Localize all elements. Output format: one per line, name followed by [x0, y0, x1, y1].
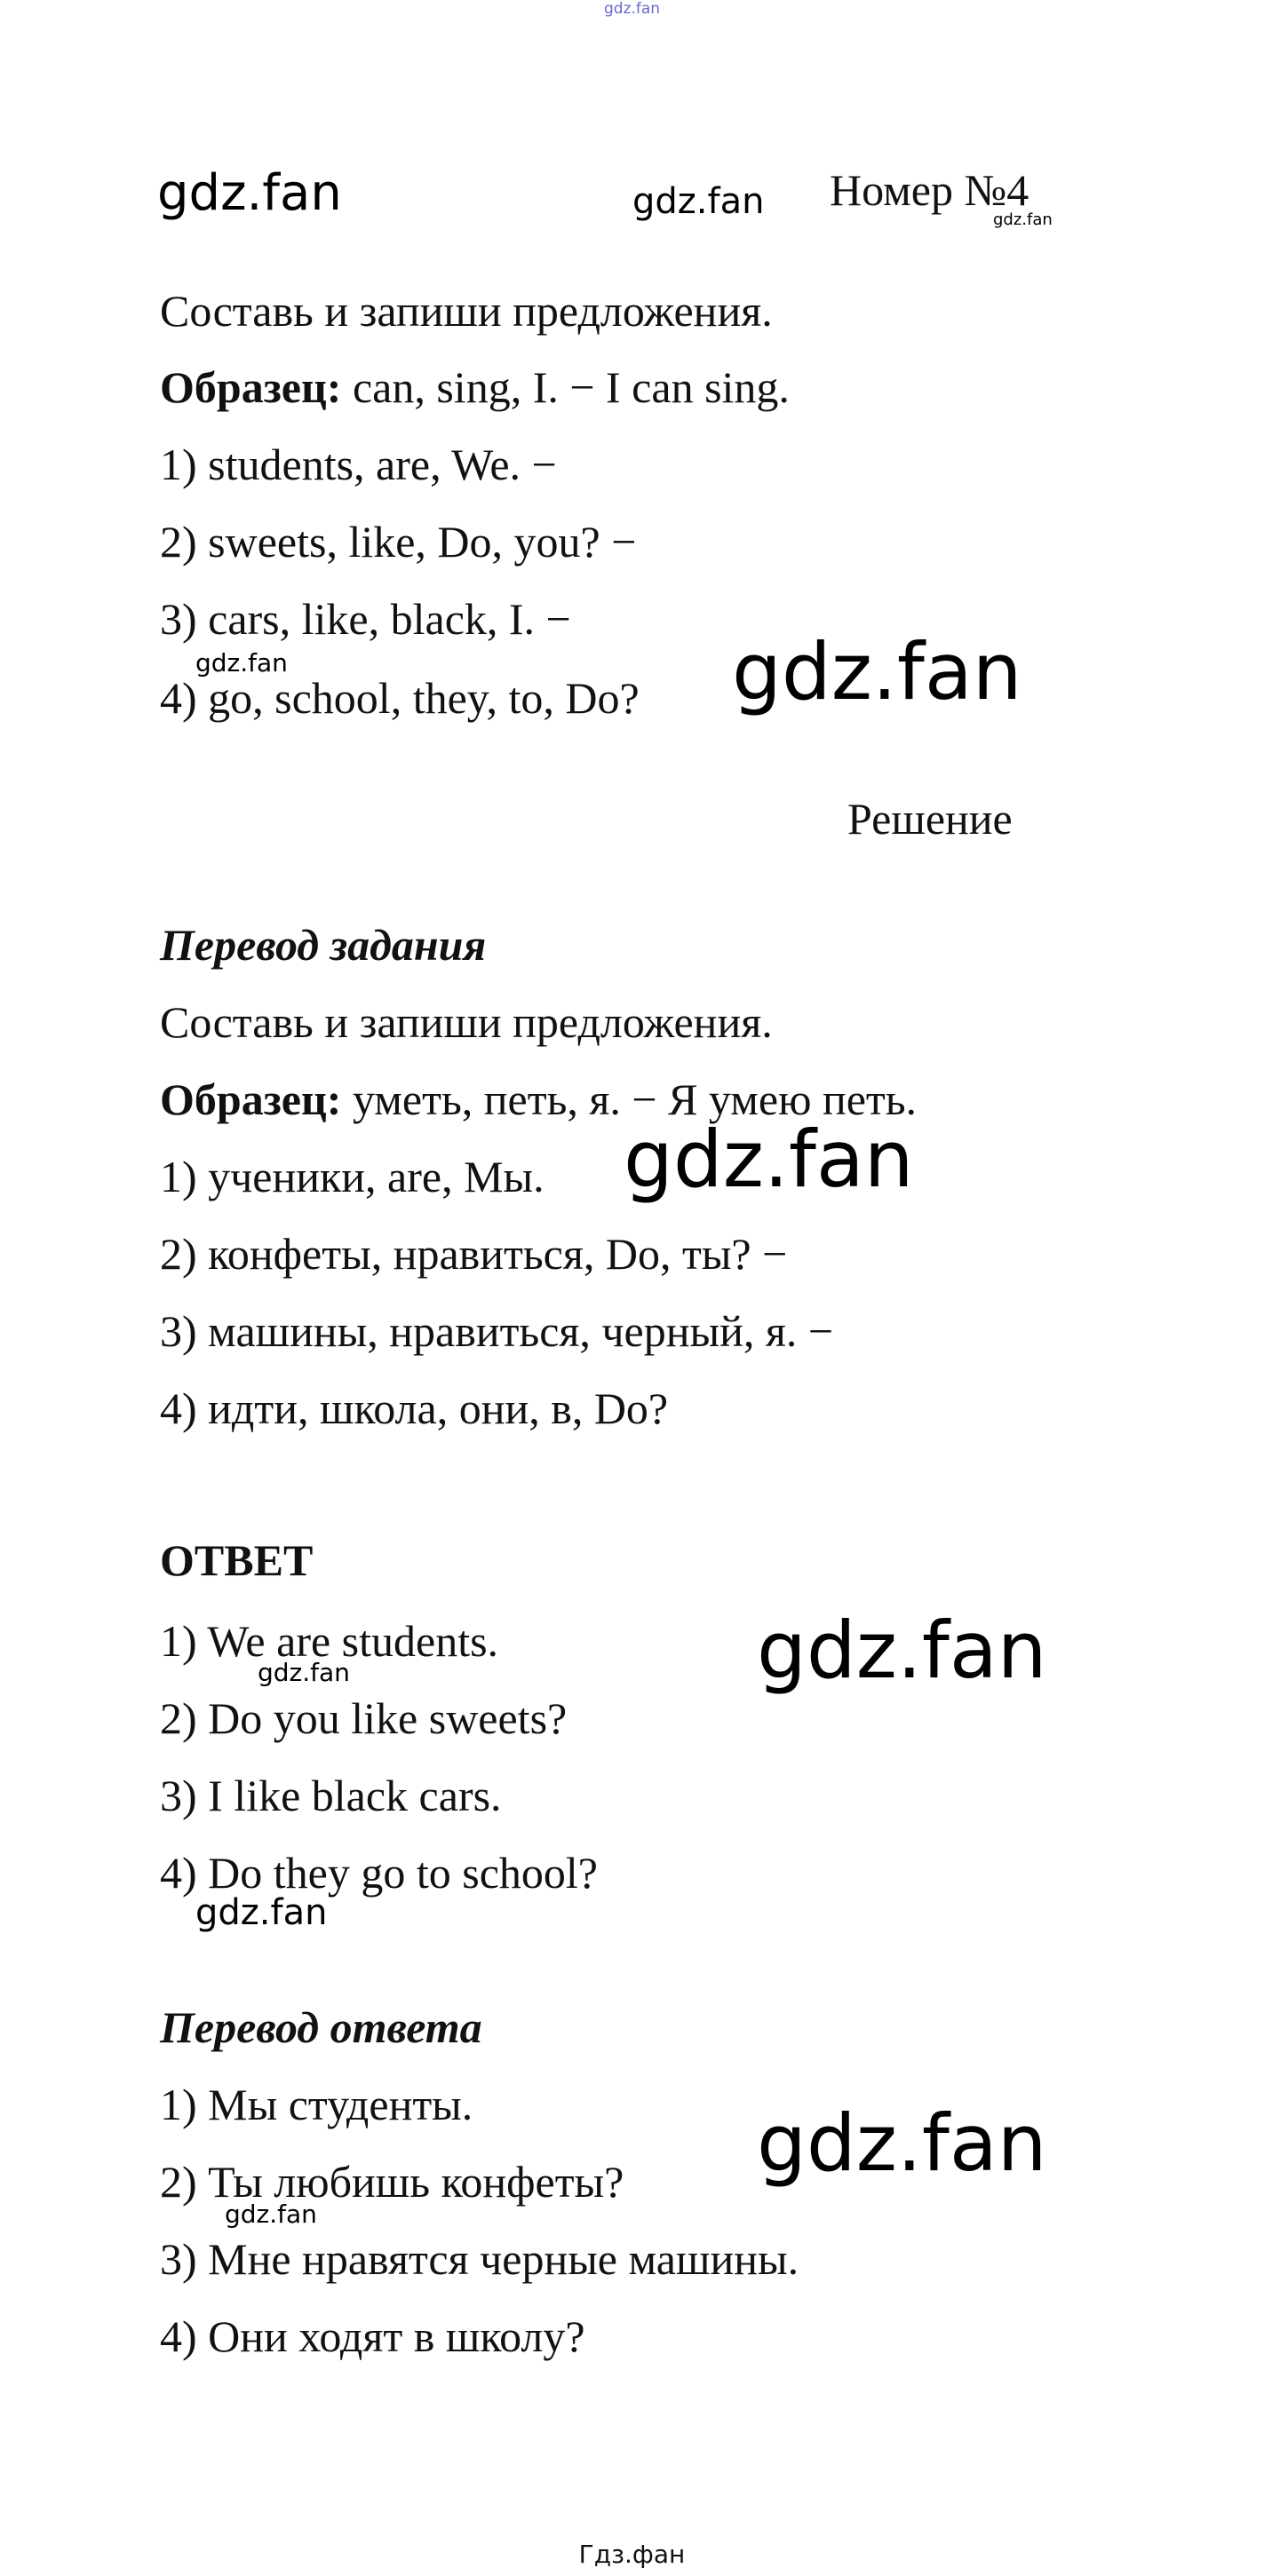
- watermark-translation-large: gdz.fan: [624, 1114, 914, 1205]
- watermark-footer: Гдз.фан: [578, 2540, 686, 2569]
- task-number-title: Номер №4: [830, 165, 1029, 215]
- task-item-1: 1) students, are, We. −: [160, 440, 557, 489]
- task-sample: [160, 361, 790, 414]
- watermark-answer-small-1: gdz.fan: [258, 1658, 350, 1687]
- watermark-answer-translation-large: gdz.fan: [757, 2097, 1047, 2189]
- translation-instruction: Составь и запиши предложения.: [160, 997, 773, 1047]
- answer-translation-item-2: 2) Ты любишь конфеты?: [160, 2157, 624, 2207]
- answer-translation-heading: Перевод ответа: [160, 2002, 482, 2052]
- answer-heading: ОТВЕТ: [160, 1535, 314, 1585]
- watermark-answer-small-2: gdz.fan: [195, 1892, 328, 1933]
- watermark-answer-large: gdz.fan: [757, 1605, 1047, 1696]
- task-item-2: 2) sweets, like, Do, you? −: [160, 517, 637, 567]
- translation-item-4: 4) идти, школа, они, в, Do?: [160, 1383, 669, 1433]
- answer-item-3: 3) I like black cars.: [160, 1771, 502, 1820]
- answer-translation-item-4: 4) Они ходят в школу?: [160, 2311, 585, 2361]
- watermark-header-left: gdz.fan: [157, 164, 342, 222]
- translation-sample-text: уметь, петь, я. − Я умею петь.: [341, 1074, 918, 1124]
- watermark-answer-translation-small: gdz.fan: [225, 2200, 317, 2229]
- task-sample-text: can, sing, I. − I can sing.: [341, 362, 790, 412]
- translation-sample-label: Образец:: [160, 1074, 342, 1124]
- watermark-header-small: gdz.fan: [993, 210, 1053, 229]
- answer-translation-item-1: 1) Мы студенты.: [160, 2080, 473, 2129]
- answer-item-4: 4) Do they go to school?: [160, 1848, 598, 1898]
- watermark-task-large: gdz.fan: [732, 626, 1022, 717]
- watermark-task-small: gdz.fan: [195, 648, 288, 678]
- answer-item-1: 1) We are students.: [160, 1616, 499, 1666]
- watermark-top: gdz.fan: [604, 0, 661, 18]
- translation-item-2: 2) конфеты, нравиться, Do, ты? −: [160, 1229, 788, 1279]
- translation-item-3: 3) машины, нравиться, черный, я. −: [160, 1306, 834, 1356]
- translation-item-1: 1) ученики, are, Мы.: [160, 1152, 545, 1201]
- watermark-header-mid: gdz.fan: [632, 181, 765, 222]
- task-item-4: 4) go, school, they, to, Do?: [160, 673, 640, 723]
- translation-heading: Перевод задания: [160, 920, 487, 970]
- solution-label: Решение: [847, 794, 1013, 844]
- answer-item-2: 2) Do you like sweets?: [160, 1693, 568, 1743]
- task-instruction: Составь и запиши предложения.: [160, 286, 773, 336]
- task-item-3: 3) cars, like, black, I. −: [160, 594, 571, 644]
- answer-translation-item-3: 3) Мне нравятся черные машины.: [160, 2234, 799, 2284]
- task-sample-label: Образец:: [160, 362, 342, 412]
